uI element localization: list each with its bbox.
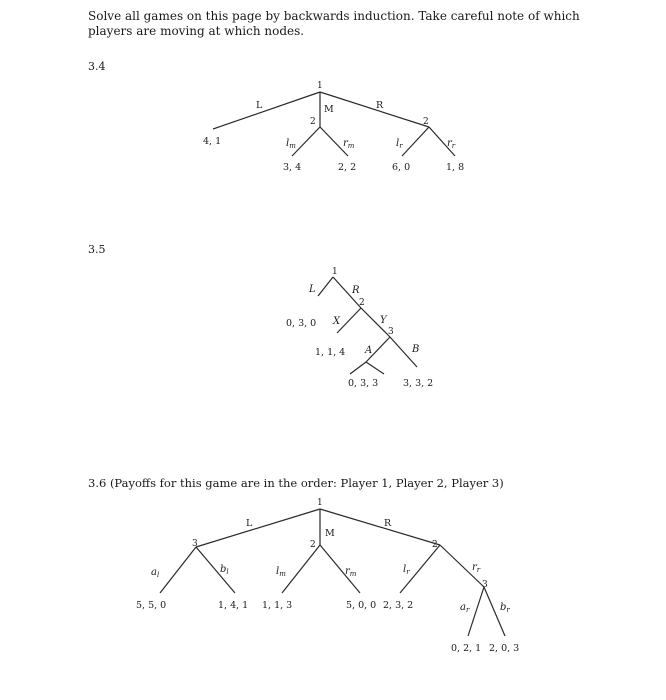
branch-line xyxy=(320,545,360,593)
branch-line xyxy=(350,362,366,374)
node-player-label: 1 xyxy=(317,498,323,508)
node-player-label: 1 xyxy=(317,81,323,91)
branch-line xyxy=(318,277,333,296)
branch-label: $b_l$ xyxy=(220,564,229,576)
payoff-label: 0, 3, 3 xyxy=(348,378,379,389)
payoff-label: 1, 1, 3 xyxy=(262,600,293,611)
payoff-label: 4, 1 xyxy=(203,136,222,147)
branch-line xyxy=(196,547,235,593)
problem-label-3-6: 3.6 (Payoffs for this game are in the order: Player 1, Player 2, Player 3) xyxy=(88,476,504,490)
node-player-label: 3 xyxy=(482,580,488,590)
node-player-label: 1 xyxy=(332,267,338,277)
branch-label: R xyxy=(384,518,392,529)
branch-line xyxy=(196,509,320,547)
branch-label: $b_r$ xyxy=(500,602,510,614)
node-player-label: 2 xyxy=(359,298,365,308)
payoff-label: 6, 0 xyxy=(392,162,411,173)
branch-label: Y xyxy=(380,315,387,326)
node-player-label: 2 xyxy=(310,117,316,127)
payoff-label: 5, 5, 0 xyxy=(136,600,167,611)
game-tree-3-4 xyxy=(203,81,464,173)
problem-label-3-4: 3.4 xyxy=(88,60,106,73)
branch-line xyxy=(320,509,440,545)
branch-label: X xyxy=(333,316,341,327)
payoff-label: 1, 8 xyxy=(446,162,465,173)
payoff-label: 2, 0, 3 xyxy=(489,643,520,654)
branch-line xyxy=(160,547,196,593)
instructions-text: Solve all games on this page by backwards induction. Take careful note of which players are moving at which nodes. xyxy=(88,9,580,38)
payoff-label: 1, 4, 1 xyxy=(218,600,249,611)
branch-line xyxy=(402,127,429,156)
branch-line xyxy=(213,92,320,129)
branch-line xyxy=(468,587,484,636)
branch-label: L xyxy=(256,100,263,111)
branch-label: $l_r$ xyxy=(403,564,410,576)
branch-label: $l_r$ xyxy=(396,138,403,150)
game-tree-3-6 xyxy=(136,498,519,654)
node-player-label: 3 xyxy=(388,327,394,337)
branch-label: $r_m$ xyxy=(343,138,355,150)
payoff-label: 2, 2 xyxy=(338,162,357,173)
branch-label: L xyxy=(246,518,253,529)
node-player-label: 3 xyxy=(192,539,198,549)
node-player-label: 2 xyxy=(432,540,438,550)
payoff-label: 0, 2, 1 xyxy=(451,643,482,654)
payoff-label: 3, 3, 2 xyxy=(403,378,434,389)
branch-label: L xyxy=(309,284,316,295)
branch-line xyxy=(292,127,320,156)
branch-label: M xyxy=(324,104,334,115)
payoff-label: 5, 0, 0 xyxy=(346,600,377,611)
branch-line xyxy=(366,362,384,374)
branch-line xyxy=(320,92,429,127)
branch-label: M xyxy=(325,528,335,539)
branch-label: $a_r$ xyxy=(460,602,470,614)
branch-label: $r_r$ xyxy=(447,138,456,150)
game-tree-3-5 xyxy=(286,267,433,389)
branch-line xyxy=(282,545,320,593)
branch-label: R xyxy=(352,285,360,296)
payoff-label: 0, 3, 0 xyxy=(286,318,317,329)
branch-line xyxy=(337,308,361,333)
branch-label: $l_m$ xyxy=(276,566,286,578)
branch-label: $a_l$ xyxy=(151,567,160,579)
branch-label: $r_m$ xyxy=(345,566,357,578)
branch-label: B xyxy=(412,344,420,355)
payoff-label: 3, 4 xyxy=(283,162,302,173)
branch-label: A xyxy=(365,345,373,356)
node-player-label: 2 xyxy=(310,540,316,550)
branch-label: $r_r$ xyxy=(472,562,481,574)
payoff-label: 2, 3, 2 xyxy=(383,600,414,611)
branch-label: R xyxy=(376,100,384,111)
branch-label: $l_m$ xyxy=(286,138,296,150)
payoff-label: 1, 1, 4 xyxy=(315,347,346,358)
problem-label-3-5: 3.5 xyxy=(88,243,106,256)
node-player-label: 2 xyxy=(423,117,429,127)
